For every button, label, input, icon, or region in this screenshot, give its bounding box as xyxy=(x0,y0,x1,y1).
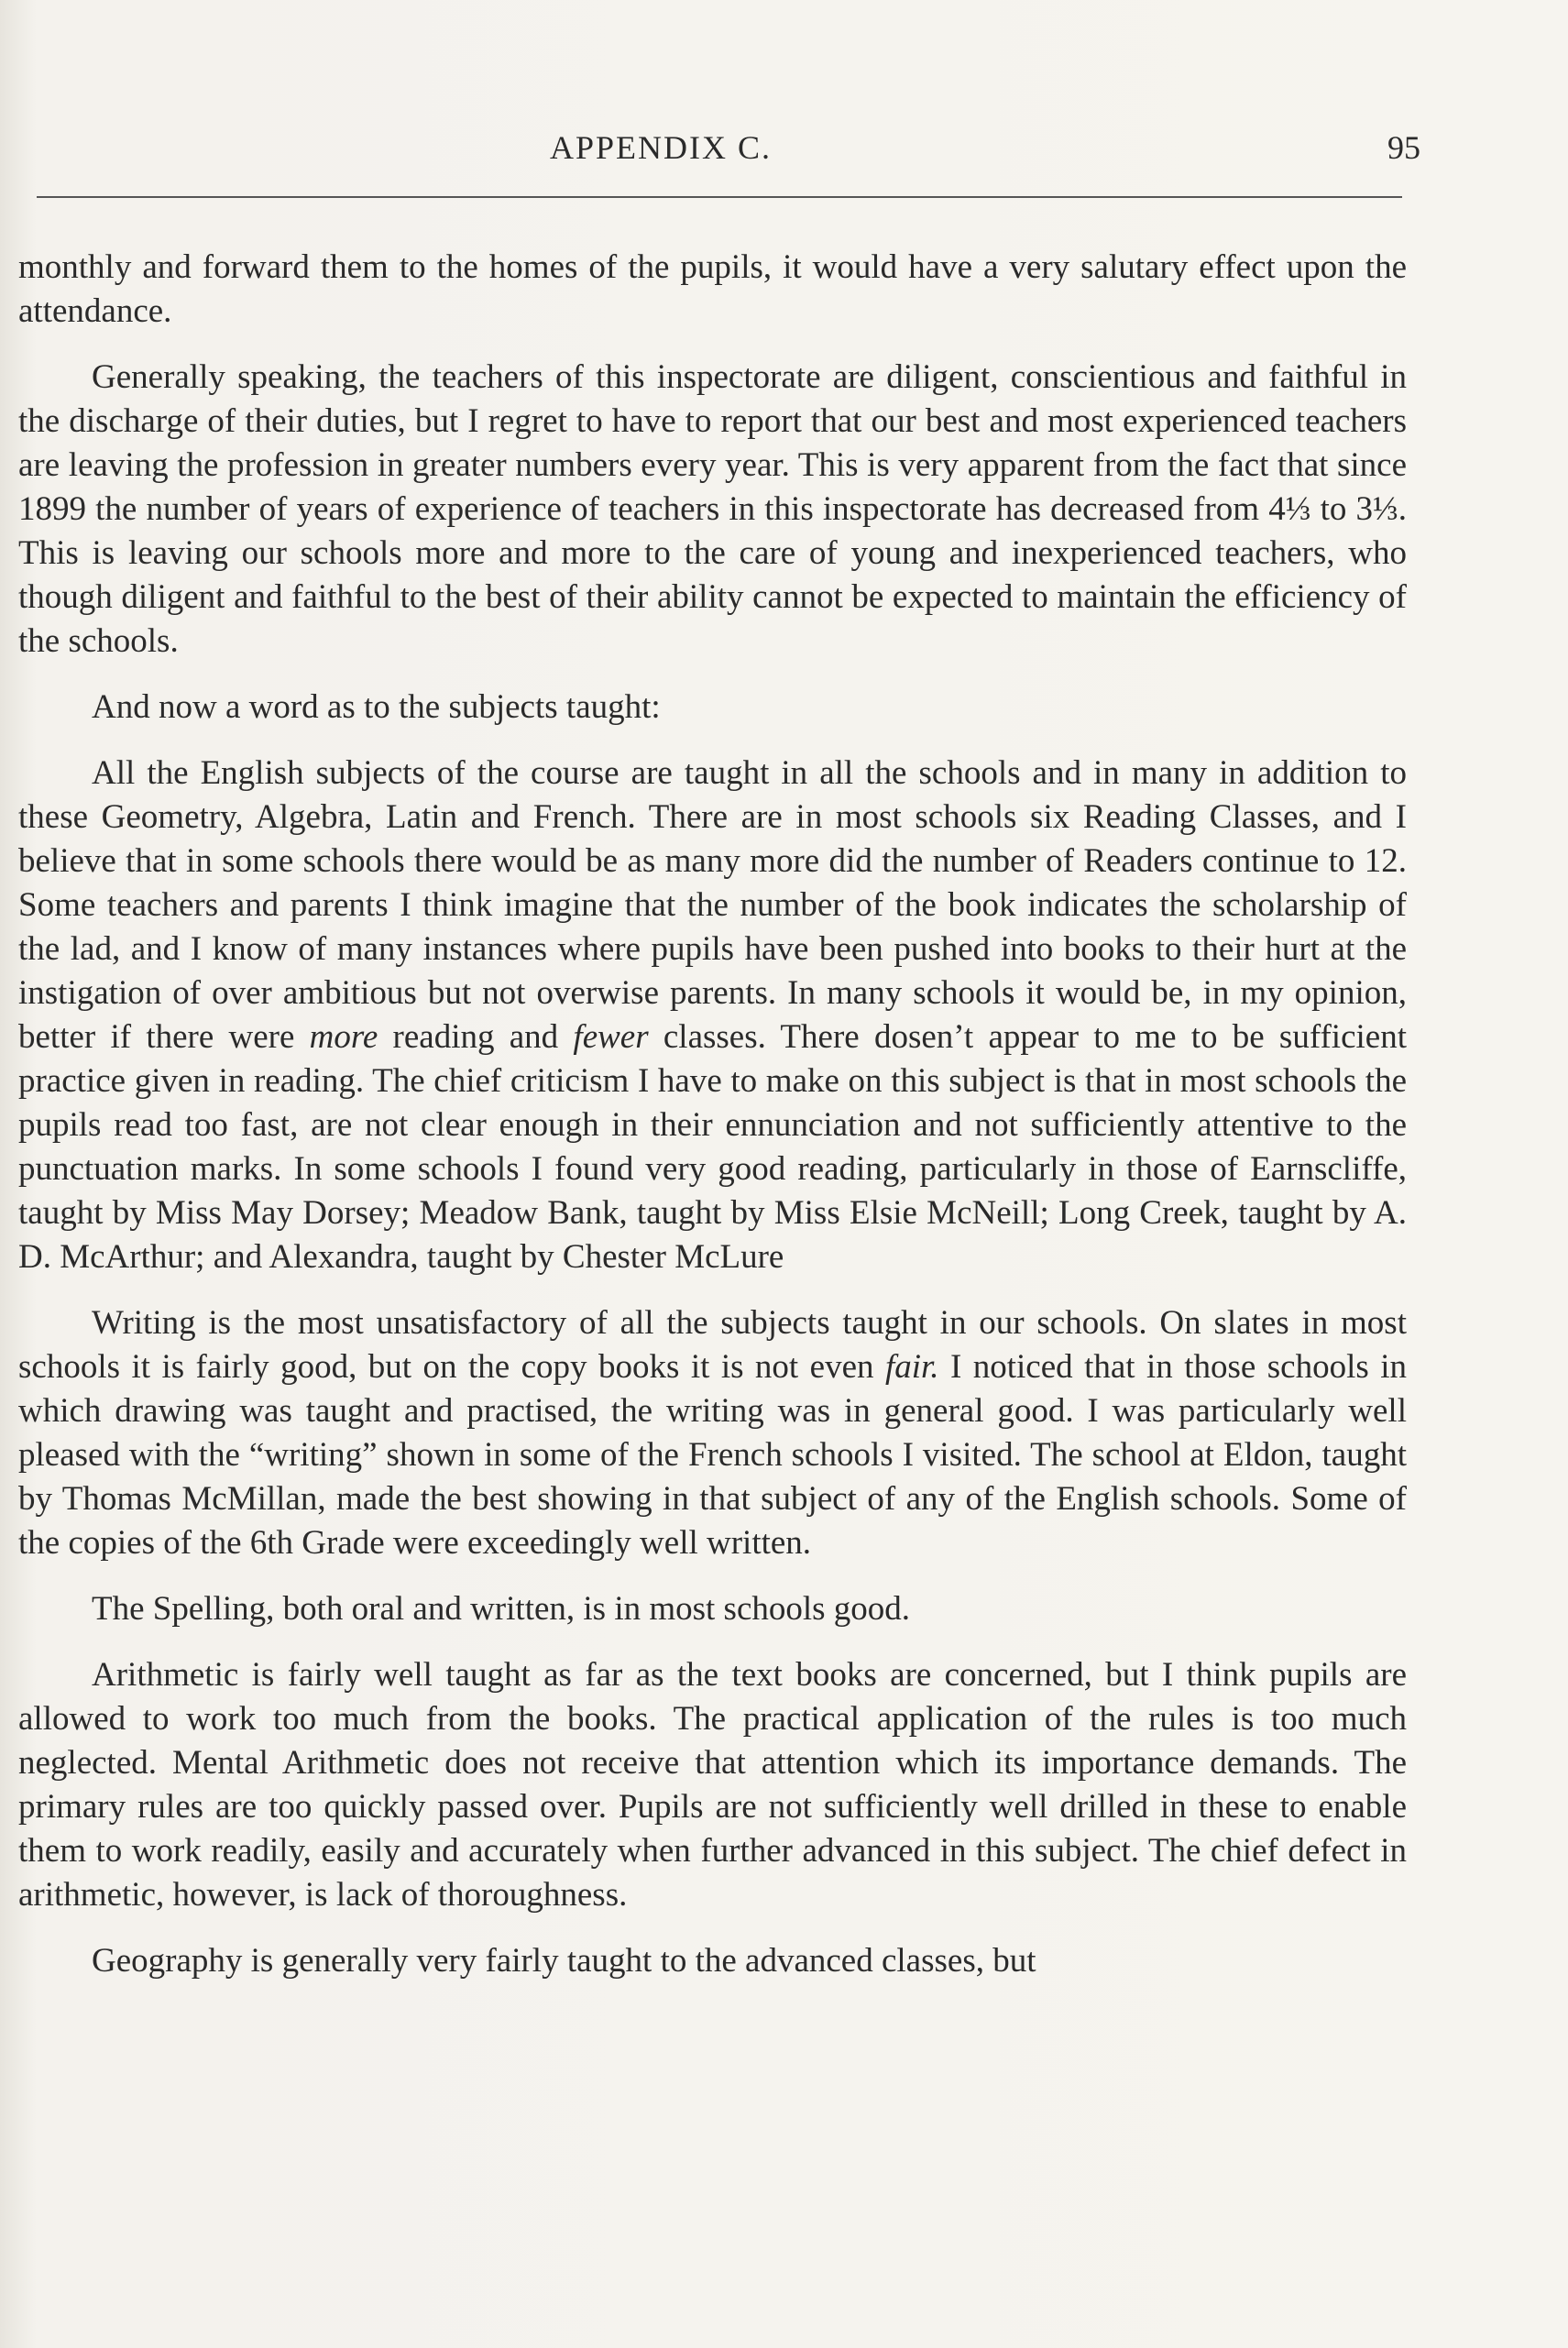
paragraph-spelling: The Spelling, both oral and written, is in most schools good. xyxy=(92,1590,911,1628)
paragraph-attendance-continued: monthly and forward them to the homes of the pupils, it would have a very salutary effect upon the attendance. xyxy=(18,248,1407,330)
writing-text-b: I noticed that in those schools in which drawing was taught and practised, the writing was in general good. I was particularly well pleased with the “writing” shown in some of the French schools I visited. The school at Eldon, taught by Thomas McMillan, made the best showing in that subject of any of the English schools. Some of the copies of the 6th Grade were exceedingly well written. xyxy=(18,1348,1407,1562)
reading-emphasis-more: more xyxy=(309,1018,378,1056)
paragraph-teachers: Generally speaking, the teachers of this inspectorate are diligent, conscientious and faithful in the discharge of their duties, but I regret to have to report that our best and most experienced teachers are leaving the profession in greater numbers every year. This is very apparent from the fact that since 1899 the number of years of experience of teachers in this inspectorate has decreased from 4⅓ to 3⅓. This is leaving our schools more and more to the care of young and inexperienced teachers, who though diligent and faithful to the best of their ability cannot be expected to maintain the efficiency of the schools. xyxy=(18,358,1407,660)
paragraph-geography: Geography is generally very fairly taught to the advanced classes, but xyxy=(92,1942,1036,1980)
reading-text-b: reading and xyxy=(378,1018,574,1056)
reading-text-a: All the English subjects of the course are taught in all the schools and in many in addition to these Geometry, Algebra, Latin and French. There are in most schools six Reading Classes, and I believe that in some schools there would be as many more did the number of Readers continue to 12. Some teachers and parents I think imagine that the number of the book indicates the scholarship of the lad, and I know of many instances where pupils have been pushed into books to their hurt at the instigation of over ambitious but not overwise parents. In many schools it would be, in my opinion, better if there were xyxy=(18,754,1407,1056)
writing-text-a: Writing is the most unsatisfactory of all the subjects taught in our schools. On slates in most schools it is fairly good, but on the copy books it is not even xyxy=(18,1304,1407,1386)
page-header xyxy=(37,128,1420,183)
paragraph-reading xyxy=(18,752,1407,1279)
paragraph-arithmetic: Arithmetic is fairly well taught as far as the text books are concerned, but I think pupils are allowed to work too much from the books. The practical application of the rules is too much neglected. Mental Arithmetic does not receive that attention which its importance demands. The primary rules are too quickly passed over. Pupils are not sufficiently well drilled in these to enable them to work readily, easily and accurately when further advanced in this subject. The chief defect in arithmetic, however, is lack of thoroughness. xyxy=(18,1656,1407,1914)
body-text xyxy=(18,246,1407,2005)
reading-text-c: classes. There dosen’t appear to me to be sufficient practice given in reading. The chief criticism I have to make on this subject is that in most schools the pupils read too fast, are not clear enough in their ennunciation and not sufficiently attentive to the punctuation marks. In some schools I found very good reading, particularly in those of Earnscliffe, taught by Miss May Dorsey; Meadow Bank, taught by Miss Elsie McNeill; Long Creek, taught by A. D. McArthur; and Alexandra, taught by Chester McLure xyxy=(18,1018,1407,1276)
running-title: APPENDIX C. xyxy=(550,129,773,166)
paragraph-subjects-intro: And now a word as to the subjects taught: xyxy=(92,688,661,726)
header-rule xyxy=(37,196,1402,198)
paragraph-writing xyxy=(18,1301,1407,1565)
writing-emphasis-fair: fair. xyxy=(884,1348,939,1386)
page-number: 95 xyxy=(1387,129,1420,166)
reading-emphasis-fewer: fewer xyxy=(573,1018,649,1056)
